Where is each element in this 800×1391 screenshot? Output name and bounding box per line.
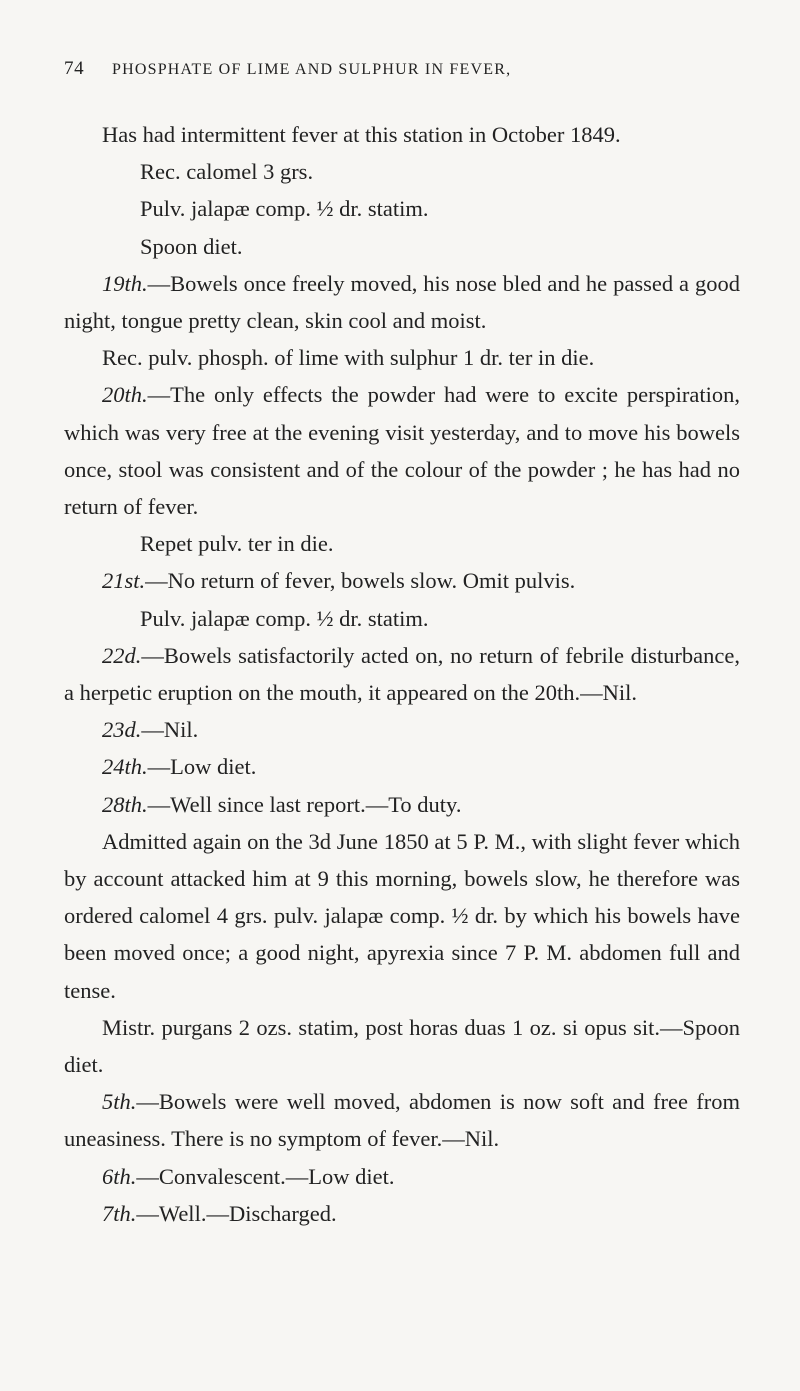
entry-date: 24th. xyxy=(102,754,148,780)
entry-text: —Well.—Discharged. xyxy=(136,1200,337,1226)
entry-date: 7th. xyxy=(102,1200,137,1226)
case-notes xyxy=(64,116,740,1232)
entry-28th xyxy=(64,786,740,823)
entry-text: —No return of fever, bowels slow. Omit pulvis. xyxy=(145,568,576,594)
entry-date: 21st. xyxy=(102,568,146,594)
entry-6th xyxy=(64,1158,740,1195)
entry-text: —Convalescent.—Low diet. xyxy=(136,1163,395,1189)
prescription-line: Spoon diet. xyxy=(140,233,243,259)
entry-7th xyxy=(64,1195,740,1232)
entry-21st xyxy=(64,562,740,599)
prescription-line: Pulv. jalapæ comp. ½ dr. statim. xyxy=(140,196,429,222)
prescription-line: Rec. pulv. phosph. of lime with sulphur 1 dr. ter in die. xyxy=(102,345,595,371)
page-number: 74 xyxy=(64,58,85,79)
entry-text: —The only effects the powder had were to excite perspiration, which was very free at the evening visit yesterday, and to move his bowels once, stool was consistent and of the colour of the powder ; he has had no return of fever. xyxy=(64,382,740,520)
prescription-line: Rec. calomel 3 grs. xyxy=(140,159,314,185)
entry-date: 28th. xyxy=(102,791,148,817)
entry-date: 20th. xyxy=(102,382,148,408)
paragraph-mixture: Mistr. purgans 2 ozs. statim, post horas duas 1 oz. si opus sit.—Spoon diet. xyxy=(64,1014,740,1078)
entry-5th xyxy=(64,1083,740,1157)
entry-date: 23d. xyxy=(102,717,142,743)
entry-text: —Well since last report.—To duty. xyxy=(147,791,462,817)
entry-text: —Low diet. xyxy=(147,754,257,780)
entry-19th xyxy=(64,265,740,339)
entry-22d xyxy=(64,637,740,711)
paragraph-readmission: Admitted again on the 3d June 1850 at 5 P. M., with slight fever which by account attacked him at 9 this morning, bowels slow, he therefore was ordered calomel 4 grs. pulv. jalapæ comp. ½ dr. by which his bowels have been moved once; a good night, apyrexia since 7 P. M. abdomen full and tense. xyxy=(64,828,740,1003)
entry-text: —Bowels once freely moved, his nose bled and he passed a good night, tongue pretty clean, skin cool and moist. xyxy=(64,270,740,334)
entry-text: —Nil. xyxy=(141,717,199,743)
prescription-line: Pulv. jalapæ comp. ½ dr. statim. xyxy=(140,605,429,631)
entry-date: 19th. xyxy=(102,270,148,296)
prescription-line: Repet pulv. ter in die. xyxy=(140,531,334,557)
paragraph-history: Has had intermittent fever at this station in October 1849. xyxy=(102,122,621,147)
entry-date: 22d. xyxy=(102,642,142,668)
entry-date: 6th. xyxy=(102,1163,137,1189)
entry-24th xyxy=(64,748,740,785)
running-head xyxy=(64,0,740,80)
entry-23d xyxy=(64,711,740,748)
entry-text: —Bowels were well moved, abdomen is now soft and free from uneasiness. There is no symptom of fever.—Nil. xyxy=(64,1089,740,1152)
running-title: PHOSPHATE OF LIME AND SULPHUR IN FEVER, xyxy=(112,61,512,78)
entry-20th xyxy=(64,376,740,525)
entry-date: 5th. xyxy=(102,1089,137,1115)
entry-text: —Bowels satisfactorily acted on, no return of febrile disturbance, a herpetic eruption on the mouth, it appeared on the 20th.—Nil. xyxy=(64,642,740,706)
